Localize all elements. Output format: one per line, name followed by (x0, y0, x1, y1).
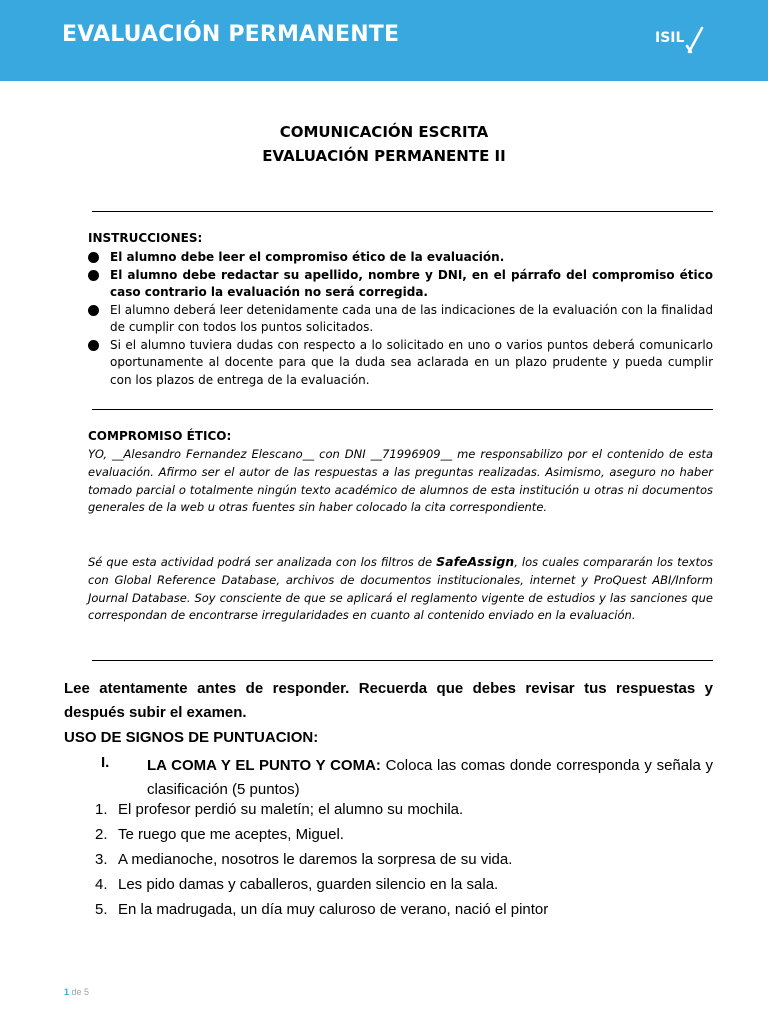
instructions-heading: INSTRUCCIONES: (88, 231, 203, 245)
exercise-item: 3. A medianoche, nosotros le daremos la sorpresa de su vida. (95, 851, 513, 868)
page-counter: 1 de 5 (64, 987, 90, 997)
instructions-list (88, 249, 713, 389)
logo-text: ISIL (655, 30, 685, 46)
document-subtitle: EVALUACIÓN PERMANENTE II (262, 147, 506, 165)
divider (92, 211, 713, 212)
divider (92, 660, 713, 661)
page-header (0, 0, 768, 81)
current-page: 1 (64, 987, 70, 997)
exercise-list (95, 801, 548, 926)
bullet-icon (88, 305, 99, 316)
safeassign-label: SafeAssign (436, 554, 515, 569)
exam-lead-text: Lee atentamente antes de responder. Recuerda que debes revisar tus respuestas y después subir el examen. (64, 680, 713, 721)
divider (92, 409, 713, 410)
exercise-item: 5. En la madrugada, un día muy caluroso de verano, nació el pintor (95, 901, 549, 918)
compromiso-heading: COMPROMISO ÉTICO: (88, 429, 232, 443)
instruction-item: El alumno debe leer el compromiso ético de la evaluación. (88, 249, 713, 267)
section-instruction: LA COMA Y EL PUNTO Y COMA: Coloca las comas donde corresponda y señala y clasificación (5 puntos) (147, 757, 714, 798)
document-title: COMUNICACIÓN ESCRITA (279, 123, 489, 141)
exercise-item: 4. Les pido damas y caballeros, guarden silencio en la sala. (95, 876, 499, 893)
isil-logo (655, 26, 705, 54)
exercise-item: 2. Te ruego que me aceptes, Miguel. (95, 826, 344, 843)
section-title: LA COMA Y EL PUNTO Y COMA: (147, 757, 381, 774)
exercise-item: 1. El profesor perdió su maletín; el alumno su mochila. (95, 801, 464, 818)
bullet-icon (88, 340, 99, 351)
section-number: I. (101, 754, 110, 771)
instruction-item: Si el alumno tuviera dudas con respecto a lo solicitado en uno o varios puntos deberá comunicarlo oportunamente al docente para que la duda sea aclarada en un plazo prudente y pueda cumplir con los plazos de entrega de la evaluación. (88, 337, 713, 390)
compromiso-paragraph: YO, __Alesandro Fernandez Elescano__ con DNI __71996909__ me responsabilizo por el contenido de esta evaluación. Afirmo ser el autor de las respuestas a las preguntas realizadas. Asimismo, aseguro no haber tomado parcial o totalmente ningún texto académico de alumnos de esta institución u otras ni documentos generales de la web u otras fuentes sin haber colocado la cita correspondiente. (88, 447, 713, 515)
instruction-item: El alumno debe redactar su apellido, nombre y DNI, en el párrafo del compromiso ético caso contrario la evaluación no será corregida. (88, 267, 713, 302)
logo-slash-icon (685, 26, 705, 54)
bullet-icon (88, 252, 99, 263)
instruction-item: El alumno deberá leer detenidamente cada una de las indicaciones de la evaluación con la finalidad de cumplir con todos los puntos solicitados. (88, 302, 713, 337)
header-title: EVALUACIÓN PERMANENTE (62, 22, 400, 47)
bullet-icon (88, 270, 99, 281)
section-heading: USO DE SIGNOS DE PUNTUACION: (64, 729, 319, 746)
total-pages: 5 (84, 987, 90, 997)
compromiso-paragraph-2: Sé que esta actividad podrá ser analizada con los filtros de SafeAssign, los cuales compararán los textos con Global Reference Database, archivos de documentos institucionales, internet y ProQuest ABI/Inform Journal Database. Soy consciente de que se aplicará el reglamento vigente de estudios y las sanciones que correspondan de encontrarse irregularidades en cuanto al contenido enviado en la evaluación. (88, 554, 713, 623)
